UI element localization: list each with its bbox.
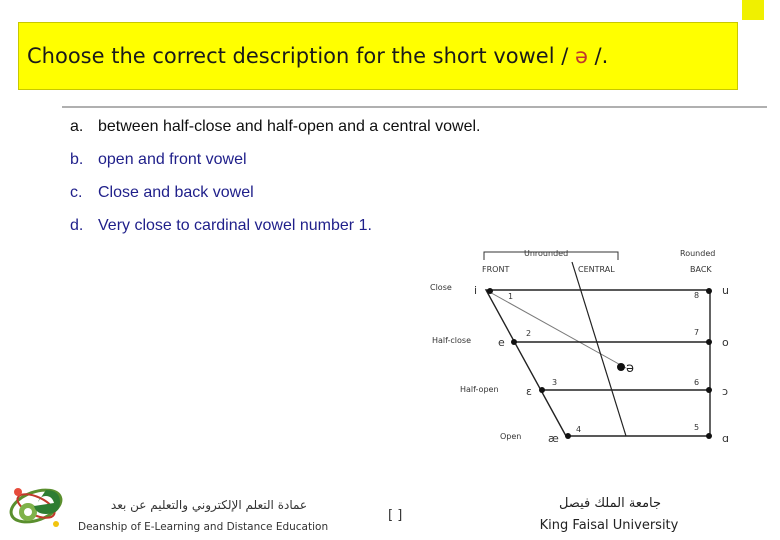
back-vowel: ɔ bbox=[722, 385, 729, 398]
deanship-arabic: عمادة التعلم الإلكتروني والتعليم عن بعد bbox=[110, 498, 308, 512]
cardinal-dot bbox=[706, 288, 712, 294]
header-rounded: Rounded bbox=[680, 249, 716, 258]
col-central: CENTRAL bbox=[578, 265, 615, 274]
vowel-chart bbox=[418, 240, 738, 465]
cardinal-number: 2 bbox=[526, 329, 532, 338]
university-english: King Faisal University bbox=[539, 518, 679, 533]
deanship-logo-icon bbox=[6, 470, 74, 536]
option-text: between half-close and half-open and a central vowel. bbox=[98, 118, 481, 135]
page-indicator: [ ] bbox=[388, 508, 403, 523]
cardinal-number: 6 bbox=[694, 378, 700, 387]
footer bbox=[0, 466, 780, 540]
question-title-box bbox=[18, 22, 738, 90]
option-letter: a. bbox=[70, 118, 84, 135]
option-a[interactable] bbox=[70, 118, 480, 151]
option-letter: b. bbox=[70, 151, 84, 168]
deanship-english: Deanship of E-Learning and Distance Education bbox=[78, 521, 329, 533]
cardinal-dot bbox=[511, 339, 517, 345]
title-symbol: ə bbox=[574, 44, 588, 68]
answer-options bbox=[70, 118, 480, 250]
cardinal-number: 7 bbox=[694, 328, 700, 337]
front-vowel: æ bbox=[548, 432, 559, 445]
header-unrounded: Unrounded bbox=[524, 249, 569, 258]
row-half-open: Half-open bbox=[460, 385, 499, 394]
option-c[interactable] bbox=[70, 184, 480, 217]
option-letter: c. bbox=[70, 184, 83, 201]
option-text: Close and back vowel bbox=[98, 184, 254, 201]
back-vowel: u bbox=[722, 284, 729, 297]
central-line bbox=[572, 262, 626, 436]
cardinal-dot bbox=[706, 339, 712, 345]
cardinal-dot bbox=[706, 433, 712, 439]
cardinal-dot bbox=[539, 387, 545, 393]
cardinal-dot bbox=[487, 288, 493, 294]
schwa-dot bbox=[617, 363, 625, 371]
corner-accent bbox=[742, 0, 764, 20]
divider bbox=[62, 106, 767, 108]
front-vowel: ɛ bbox=[526, 385, 532, 398]
front-vowel: e bbox=[498, 336, 505, 349]
cardinal-dot bbox=[565, 433, 571, 439]
option-letter: d. bbox=[70, 217, 84, 234]
cardinal-number: 4 bbox=[576, 425, 582, 434]
vowel-trapezoid bbox=[486, 290, 710, 436]
col-front: FRONT bbox=[482, 265, 510, 274]
option-b[interactable] bbox=[70, 151, 480, 184]
back-vowel: o bbox=[722, 336, 729, 349]
cardinal-dot bbox=[706, 387, 712, 393]
title-prefix: Choose the correct description for the short vowel / bbox=[27, 44, 575, 68]
back-vowel: ɑ bbox=[722, 432, 729, 445]
cardinal-number: 3 bbox=[552, 378, 558, 387]
question-title bbox=[27, 44, 608, 68]
col-back: BACK bbox=[690, 265, 712, 274]
row-close: Close bbox=[430, 283, 452, 292]
title-suffix: /. bbox=[587, 44, 609, 68]
front-vowel: i bbox=[474, 284, 478, 297]
schwa-label: ə bbox=[626, 361, 634, 376]
cardinal-number: 8 bbox=[694, 291, 700, 300]
cardinal-number: 5 bbox=[694, 423, 700, 432]
option-text: open and front vowel bbox=[98, 151, 247, 168]
row-open: Open bbox=[500, 432, 522, 441]
university-arabic: جامعة الملك فيصل bbox=[558, 496, 662, 511]
cardinal-number: 1 bbox=[508, 292, 514, 301]
option-text: Very close to cardinal vowel number 1. bbox=[98, 217, 372, 234]
row-half-close: Half-close bbox=[432, 336, 472, 345]
